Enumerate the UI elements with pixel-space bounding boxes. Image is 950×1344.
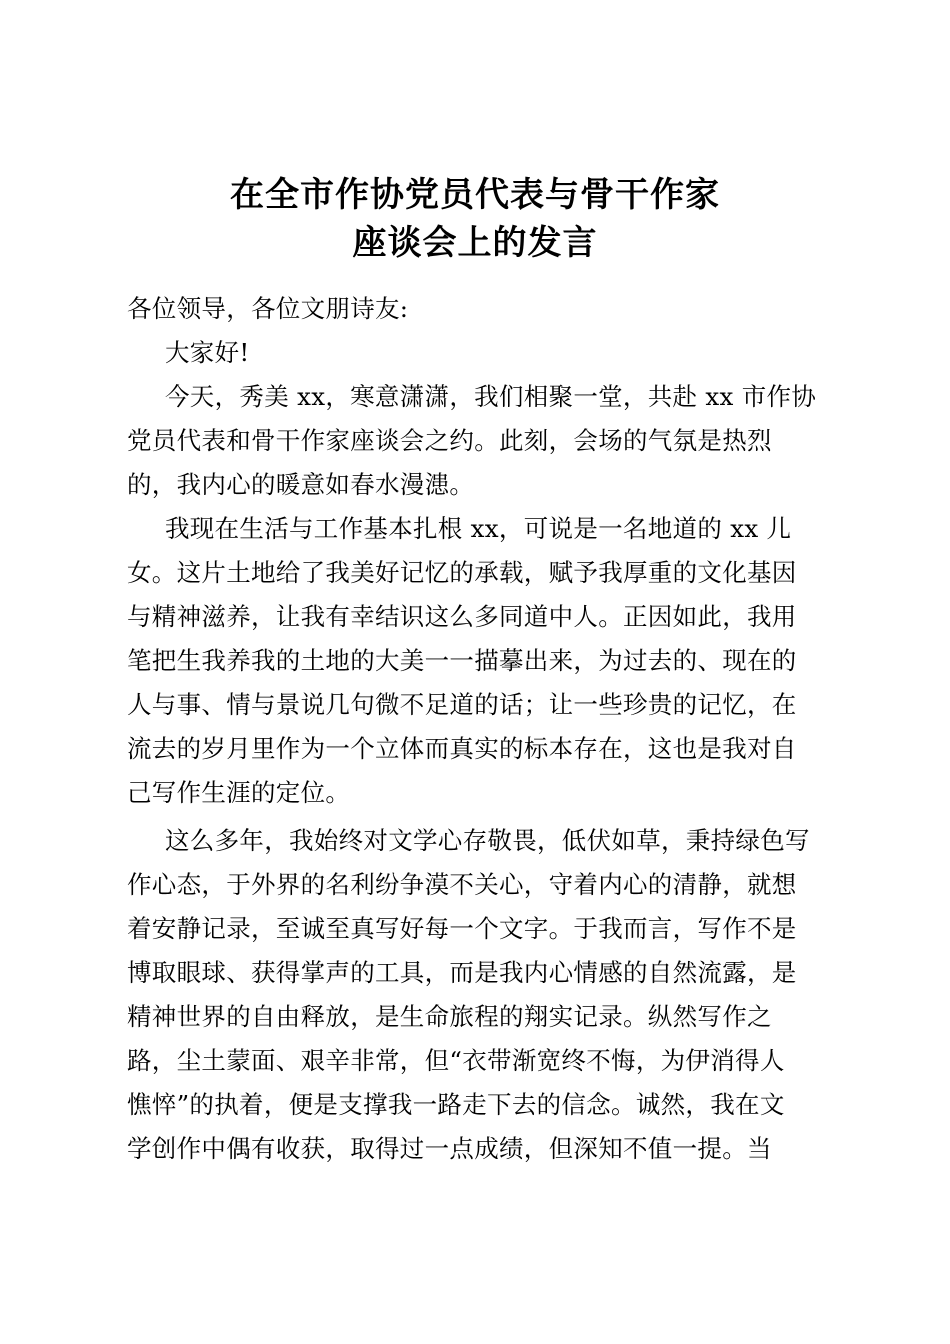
document-title-line-1: 在全市作协党员代表与骨干作家 xyxy=(230,175,720,215)
salutation: 各位领导，各位文朋诗友: xyxy=(127,294,409,323)
paragraph-2-line-7: 己写作生涯的定位。 xyxy=(127,778,351,807)
paragraph-3-line-7: 憔悴”的执着，便是支撑我一路走下去的信念。诚然，我在文 xyxy=(127,1090,785,1119)
paragraph-3-line-4: 博取眼球、获得掌声的工具，而是我内心情感的自然流露，是 xyxy=(127,958,797,987)
paragraph-3-line-5: 精神世界的自由释放，是生命旅程的翔实记录。纵然写作之 xyxy=(127,1002,772,1031)
paragraph-2-line-3: 与精神滋养，让我有幸结识这么多同道中人。正因如此，我用 xyxy=(127,602,797,631)
greeting: 大家好! xyxy=(165,338,250,367)
paragraph-2-line-5: 人与事、情与景说几句微不足道的话；让一些珍贵的记忆，在 xyxy=(127,690,797,719)
paragraph-2-line-4: 笔把生我养我的土地的大美一一描摹出来，为过去的、现在的 xyxy=(127,646,797,675)
paragraph-1-line-3: 的，我内心的暖意如春水漫漶。 xyxy=(127,470,475,499)
document-title-line-2: 座谈会上的发言 xyxy=(352,223,598,263)
paragraph-3-line-8: 学创作中偶有收获，取得过一点成绩，但深知不值一提。当 xyxy=(127,1134,772,1163)
paragraph-1-line-1: 今天，秀美 xx，寒意潇潇，我们相聚一堂，共赴 xx 市作协 xyxy=(165,382,817,411)
paragraph-1-line-2: 党员代表和骨干作家座谈会之约。此刻，会场的气氛是热烈 xyxy=(127,426,772,455)
paragraph-2-line-1: 我现在生活与工作基本扎根 xx，可说是一名地道的 xx 儿 xyxy=(165,514,792,543)
paragraph-3-line-2: 作心态，于外界的名利纷争漠不关心，守着内心的清静，就想 xyxy=(127,870,797,899)
paragraph-3-line-3: 着安静记录，至诚至真写好每一个文字。于我而言，写作不是 xyxy=(127,914,797,943)
paragraph-3-line-6: 路，尘土蒙面、艰辛非常，但“衣带渐宽终不悔，为伊消得人 xyxy=(127,1046,785,1075)
paragraph-2-line-2: 女。这片土地给了我美好记忆的承载，赋予我厚重的文化基因 xyxy=(127,558,797,587)
paragraph-2-line-6: 流去的岁月里作为一个立体而真实的标本存在，这也是我对自 xyxy=(127,734,797,763)
paragraph-3-line-1: 这么多年，我始终对文学心存敬畏，低伏如草，秉持绿色写 xyxy=(165,826,810,855)
